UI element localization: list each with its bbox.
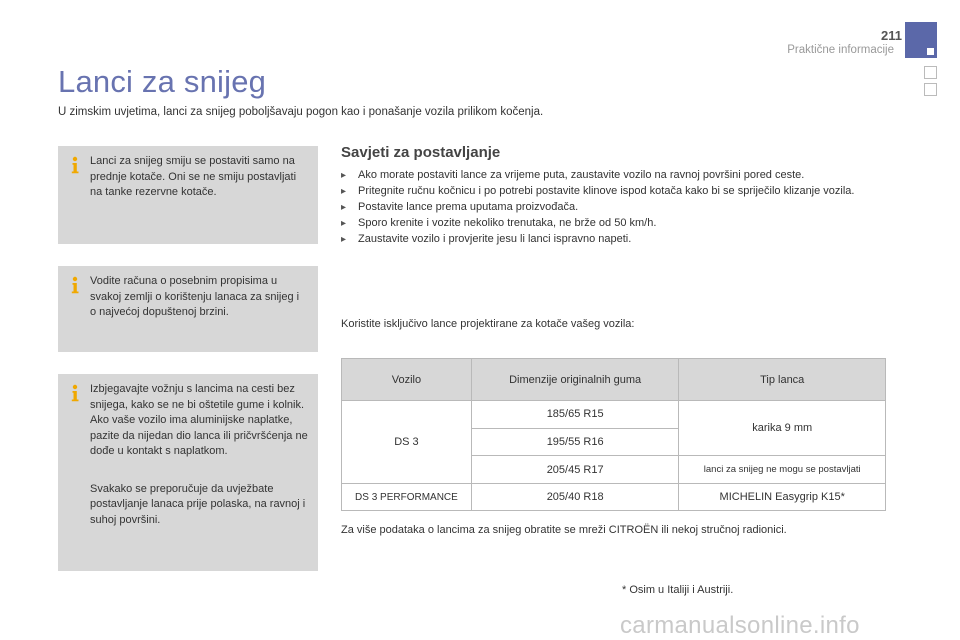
chains-usage-note: Koristite isključivo lance projektirane za kotače vašeg vozila: <box>341 318 635 330</box>
info-note <box>58 374 318 571</box>
table-cell: DS 3 PERFORMANCE <box>342 484 472 511</box>
table-row <box>342 401 886 429</box>
snow-chains-table <box>341 358 886 511</box>
list-item: ▸ Ako morate postaviti lance za vrijeme puta, zaustavite vozilo na ravnoj površini pored ceste. <box>341 168 901 183</box>
table-cell: 195/55 R16 <box>471 428 679 456</box>
list-item: ▸ Pritegnite ručnu kočnicu i po potrebi postavite klinove ispod kotača kako bi se spriječilo klizanje vozila. <box>341 184 901 199</box>
info-note <box>58 146 318 244</box>
page-title: Lanci za snijeg <box>58 64 267 99</box>
table-header-row <box>342 359 886 401</box>
column-header: Tip lanca <box>679 359 886 401</box>
footnote: * Osim u Italiji i Austriji. <box>622 584 734 596</box>
page-number: 211 <box>881 28 902 43</box>
table-cell: 185/65 R15 <box>471 401 679 429</box>
note-text: Svakako se preporučuje da uvježbate postavljanje lanaca prije polaska, na ravnoj i suhoj površini. <box>90 482 306 526</box>
tab-marker-icon <box>927 48 934 55</box>
tips-heading: Savjeti za postavljanje <box>341 144 501 161</box>
note-text: Izbjegavajte vožnju s lancima na cesti bez snijega, kako se ne bi oštetile gume i kolnik. Ako vaše vozilo ima aluminijske naplatke, pazite da nijedan dio lanca ili pričvršćenja ne dođe u kontakt s naplatkom. <box>90 383 308 457</box>
table-row <box>342 484 886 511</box>
intro-text: U zimskim uvjetima, lanci za snijeg poboljšavaju pogon kao i ponašanje vozila prilikom kočenja. <box>58 106 544 118</box>
table-cell: 205/45 R17 <box>471 456 679 484</box>
more-info-text: Za više podataka o lancima za snijeg obratite se mreži CITROËN ili nekoj stručnoj radionici. <box>341 524 787 536</box>
chapter-tab[interactable] <box>924 66 937 79</box>
watermark: carmanualsonline.info <box>620 612 860 639</box>
table-cell: 205/40 R18 <box>471 484 679 511</box>
chapter-tab[interactable] <box>924 83 937 96</box>
list-item: ▸ Zaustavite vozilo i provjerite jesu li lanci ispravno napeti. <box>341 232 901 247</box>
info-note <box>58 266 318 352</box>
column-header: Vozilo <box>342 359 472 401</box>
list-item: ▸ Sporo krenite i vozite nekoliko trenutaka, ne brže od 50 km/h. <box>341 216 901 231</box>
note-text: Vodite računa o posebnim propisima u svakoj zemlji o korištenju lanaca za snijeg i o najvećoj dopuštenoj brzini. <box>90 275 300 318</box>
info-icon <box>68 276 82 294</box>
column-header: Dimenzije originalnih guma <box>471 359 679 401</box>
info-icon <box>68 156 82 174</box>
note-text: Lanci za snijeg smiju se postaviti samo na prednje kotače. Oni se ne smiju postavljati na tanke rezervne kotače. <box>90 155 297 198</box>
section-title: Praktične informacije <box>787 44 894 56</box>
chapter-tab-active[interactable] <box>905 22 937 58</box>
table-cell: DS 3 <box>342 401 472 484</box>
list-item: ▸ Postavite lance prema uputama proizvođača. <box>341 200 901 215</box>
info-icon <box>68 384 82 402</box>
table-cell: MICHELIN Easygrip K15* <box>679 484 886 511</box>
table-cell: karika 9 mm <box>679 401 886 456</box>
table-cell: lanci za snijeg ne mogu se postavljati <box>679 456 886 484</box>
tips-list <box>341 168 901 248</box>
